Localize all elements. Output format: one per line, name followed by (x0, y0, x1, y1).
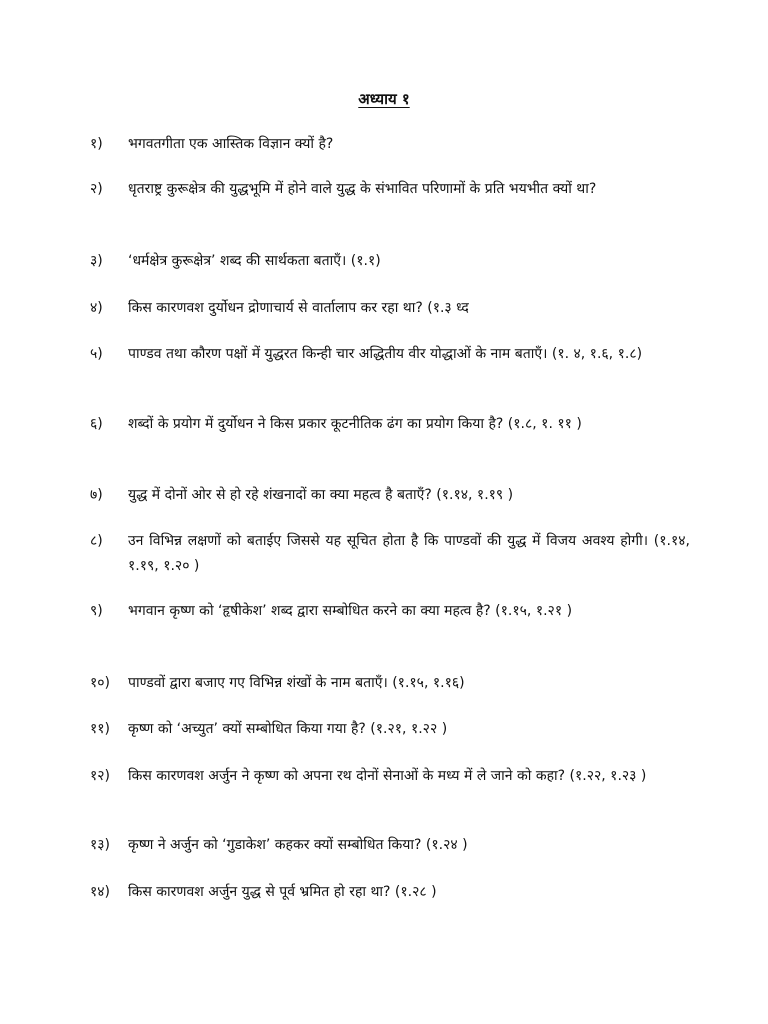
question-item (90, 132, 690, 157)
question-number: ४) (90, 300, 103, 316)
question-number: ५) (90, 346, 103, 362)
chapter-heading-text: अध्याय १ (358, 90, 410, 108)
question-number: ९) (90, 603, 103, 619)
question-number: १४) (90, 884, 111, 900)
question-text: युद्ध में दोनों ओर से हो रहे शंखनादों का क्या महत्व है बताएँ? (१.१४, १.१९ ) (128, 487, 514, 503)
question-item (90, 717, 690, 742)
question-text: कृष्ण ने अर्जुन को ‘गुडाकेश’ कहकर क्यों सम्बोधित किया? (१.२४ ) (128, 837, 468, 853)
question-text: ‘धर्मक्षेत्र कुरूक्षेत्र’ शब्द की सार्थकता बताएँ। (१.१) (128, 253, 381, 269)
question-number: २) (90, 181, 103, 197)
question-number: ११) (90, 721, 111, 737)
question-item (90, 529, 690, 579)
question-text: भगवतगीता एक आस्तिक विज्ञान क्यों है? (128, 136, 334, 152)
question-item (90, 177, 690, 202)
question-text: धृतराष्ट्र कुरूक्षेत्र की युद्धभूमि में होने वाले युद्ध के संभावित परिणामों के प्रति भयभीत क्यों था? (128, 181, 597, 197)
question-item (90, 342, 690, 367)
question-text: उन विभिन्न लक्षणों को बताईए जिससे यह सूचित होता है कि पाण्डवों की युद्ध में विजय अवश्य होगी। (१.१४, १.१९, १.२० ) (128, 533, 690, 574)
question-item (90, 483, 690, 508)
question-text: कृष्ण को ‘अच्युत’ क्यों सम्बोधित किया गया है? (१.२१, १.२२ ) (128, 721, 448, 737)
question-text: किस कारणवश दुर्योधन द्रोणाचार्य से वार्तालाप कर रहा था? (१.३ ध्द (128, 300, 469, 316)
question-item (90, 296, 690, 321)
question-number: १०) (90, 675, 111, 691)
question-item (90, 249, 690, 274)
question-item (90, 833, 690, 858)
question-number: ३) (90, 253, 103, 269)
question-number: १२) (90, 768, 111, 784)
question-text: भगवान कृष्ण को ‘हृषीकेश’ शब्द द्वारा सम्बोधित करने का क्या महत्व है? (१.१५, १.२१ ) (128, 603, 573, 619)
question-text: शब्दों के प्रयोग में दुर्योधन ने किस प्रकार कूटनीतिक ढंग का प्रयोग किया है? (१.८, १. ११ ) (128, 416, 582, 432)
question-number: १) (90, 136, 103, 152)
question-item (90, 764, 690, 789)
question-text: पाण्डव तथा कौरण पक्षों में युद्धरत किन्ही चार अद्धितीय वीर योद्धाओं के नाम बताएँ। (१. ४, १.६, १.८) (128, 346, 643, 362)
question-text: किस कारणवश अर्जुन युद्ध से पूर्व भ्रमित हो रहा था? (१.२८ ) (128, 884, 437, 900)
question-number: ८) (90, 533, 103, 549)
question-number: १३) (90, 837, 111, 853)
question-item (90, 880, 690, 905)
question-text: पाण्डवों द्वारा बजाए गए विभिन्न शंखों के नाम बताएँ। (१.१५, १.१६) (128, 675, 465, 691)
chapter-heading (0, 89, 768, 109)
question-number: ६) (90, 416, 103, 432)
question-text: किस कारणवश अर्जुन ने कृष्ण को अपना रथ दोनों सेनाओं के मध्य में ले जाने को कहा? (१.२२, १.२३ ) (128, 768, 647, 784)
question-item (90, 671, 690, 696)
question-number: ७) (90, 487, 103, 503)
question-item (90, 412, 690, 437)
question-item (90, 599, 690, 624)
